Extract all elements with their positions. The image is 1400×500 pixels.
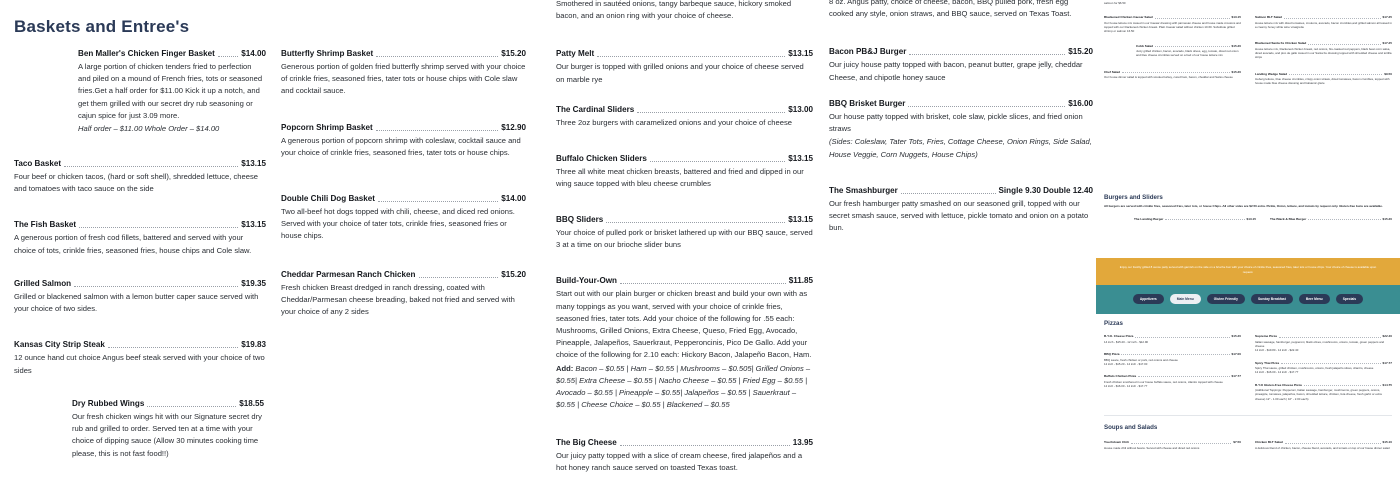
soups-right-column (1255, 440, 1392, 456)
menu-item (829, 98, 1093, 161)
menu-item-price: 13.95 (792, 438, 813, 447)
leader-dots (1135, 337, 1229, 338)
preview-item-header (1104, 70, 1241, 74)
menu-nav (1096, 285, 1400, 304)
menu-item-price: $13.15 (241, 159, 266, 168)
menu-column-c3 (556, 214, 813, 425)
preview-item-name: Blackened Chicken Caesar Salad (1104, 15, 1153, 20)
menu-item-description: A large portion of chicken tenders fried to perfection and piled on a mound of French fries, tots or seasoned fries.Get a half order for $11.00 Kick it up a notch, and get them grilled with our secret dry rub seasoning or cajun spice for just 3.09 more. (78, 62, 263, 120)
menu-item-price: $15.20 (501, 269, 526, 279)
nav-item-appetizers[interactable]: Appetizers (1133, 294, 1164, 304)
menu-column-d (829, 0, 1093, 98)
nav-item-gluten-friendly[interactable]: Gluten Friendly (1207, 294, 1245, 304)
leader-dots (909, 54, 1065, 55)
preview-item-header (1136, 44, 1241, 48)
leader-dots (376, 130, 498, 131)
leader-dots (1165, 219, 1244, 220)
menu-column-c4 (556, 437, 813, 488)
leader-dots (1279, 337, 1381, 338)
leader-dots (74, 286, 238, 287)
burgers-right-column (1270, 217, 1392, 227)
leader-dots (1304, 385, 1381, 386)
menu-item-description: Our fresh chicken wings hit with our Signature secret dry rub and grilled to order. Served ten at a time with your choice of dipping sauce (Allow 30 minutes cooking time please, this is not fast food!!) (72, 412, 262, 458)
addons-label: Add: (556, 363, 574, 373)
menu-item-name: The Fish Basket (14, 220, 77, 230)
leader-dots (908, 106, 1065, 107)
preview-item-header (1255, 440, 1392, 444)
leader-dots (1138, 376, 1229, 377)
menu-column-a (14, 48, 266, 149)
menu-item-description: A generous portion of popcorn shrimp with coleslaw, cocktail sauce and your choice of crinkle fries, seasoned fries, tater tots or house chips. (281, 135, 521, 157)
menu-item (556, 104, 813, 129)
menu-item-price: Single 9.30 Double 12.40 (998, 186, 1093, 195)
preview-item-price: $15.20 (1231, 69, 1241, 74)
menu-item-name: Taco Basket (14, 159, 62, 168)
menu-item (78, 48, 266, 135)
preview-item-name: Cobb Salad (1136, 43, 1154, 48)
menu-item-price: $18.55 (239, 399, 264, 408)
preview-item-description: House lettuce mix with diced tomatoes, croutons, avocado, bacon crumbles,and grilled salmon all tossed in a creamy honey white wine vinaigrette (1255, 20, 1392, 29)
menu-item-name: Butterfly Shrimp Basket (281, 49, 374, 58)
preview-menu-item (1136, 44, 1241, 58)
leader-dots (1155, 18, 1230, 19)
menu-item-header (281, 122, 526, 133)
leader-dots (597, 56, 785, 57)
menu-item-header (829, 185, 1093, 196)
preview-menu-item (1104, 440, 1241, 450)
menu-item-name: The Smashburger (829, 186, 898, 195)
preview-pizzas-section (1104, 322, 1392, 456)
menu-item-price: $15.20 (501, 49, 526, 58)
menu-item-price: $13.15 (788, 49, 813, 59)
pizzas-right-column (1255, 334, 1392, 407)
preview-item-description: Juicy grilled chicken, bacon, avocado, black olives, egg, tomato, diced red onion and bleu cheese crumbles served on a bed of our house lettuce mix (1136, 49, 1239, 58)
leader-dots (218, 56, 238, 57)
menu-item-header (556, 275, 813, 286)
menu-item-name: Ben Maller's Chicken Finger Basket (78, 49, 215, 58)
preview-menu-item (1255, 41, 1392, 59)
menu-item (281, 193, 526, 243)
preview-item-sizes: 12 inch - $16.00 - 14 inch - $17.77 (1255, 370, 1299, 375)
menu-item-header (556, 437, 813, 448)
preview-menu-item (1255, 440, 1392, 450)
preview-item-description: Italian sausage, hamburger, pepperoni, black olives, mushrooms, onions, tomato, green peppers and cheese (1255, 339, 1385, 349)
leader-dots (1122, 72, 1230, 73)
menu-item-price: $14.00 (501, 194, 526, 203)
menu-item-price: $11.85 (788, 276, 813, 286)
soups-section-title: Soups and Salads (1104, 424, 1158, 431)
burger-description-band: Enjoy our freshly grilled 8 ounce patty served with garnish on the side on a brioche bun with your choice of crinkle fries, seasoned fries, tater tots or house chips. Your choice of cheese is available upon request. (1119, 265, 1377, 274)
leader-dots (1281, 363, 1380, 364)
preview-item-header (1255, 15, 1392, 19)
leader-dots (1121, 354, 1229, 355)
preview-item-header (1270, 217, 1392, 221)
menu-item (14, 219, 266, 256)
preview-item-price: $7.50 (1233, 440, 1241, 445)
menu-item-description: Fresh chicken Breast dredged in ranch dressing, coated with Cheddar/Parmesan cheese breading, baked not fried and served with your choice of any 2 sides (281, 282, 515, 317)
leader-dots (606, 222, 785, 223)
preview-item-name: The Black & Blue Burger (1270, 217, 1307, 221)
preview-burgers-section (1104, 196, 1392, 227)
menu-item-description: 12 ounce hand cut choice Angus beef steak served with your choice of two sides (14, 353, 265, 375)
leader-dots (108, 347, 238, 348)
preview-menu-item (1255, 361, 1392, 375)
nav-item-specials[interactable]: Specials (1336, 294, 1363, 304)
menu-item-header (14, 219, 266, 230)
preview-item-name: BBQ Pizza (1104, 352, 1120, 357)
preview-item-price: $15.20 (1382, 217, 1392, 221)
soups-columns (1104, 440, 1392, 456)
menu-item (556, 153, 813, 190)
menu-item (14, 158, 266, 195)
preview-item-description: (Additional Toppings: Pepperoni, Italian sausage, hamburger, mushrooms, green peppers, onions, pineapple, tomatoes, jalapeños, bacon, shredded lettuce, chicken, feta cheese, fresh garlic or extra cheese) 12" - 1.00 each | 10" - 2.00 each) (1255, 388, 1382, 401)
preview-item-price: $17.77 (1231, 374, 1241, 379)
menu-item (829, 46, 1093, 83)
highlight-band (1096, 258, 1400, 285)
menu-item-header (14, 278, 266, 289)
menu-item-addons (556, 363, 813, 412)
preview-item-header (1134, 217, 1256, 221)
preview-item-description: Fresh chicken smothered in our house buffalo sauce, red onions, cilantro topped with cheese (1104, 379, 1223, 384)
burgers-columns (1104, 217, 1392, 227)
preview-item-name: Spicy Thai Pizza (1255, 360, 1280, 365)
menu-item-description: Three all white meat chicken breasts, battered and fried and dipped in our wing sauce topped with bleu cheese crumbles (556, 167, 804, 189)
menu-item-name: Cheddar Parmesan Ranch Chicken (281, 269, 416, 279)
preview-salads-section (1104, 0, 1392, 92)
menu-item (556, 0, 813, 22)
preview-item-price: $15.20 (1231, 43, 1241, 48)
menu-item-name: Build-Your-Own (556, 276, 617, 286)
menu-item-name: Bacon PB&J Burger (829, 47, 907, 57)
burgers-section-lede: All burgers are served with crinkle fries, seasoned fries, tater tots, or house Chips. All other sides are $2.50 extra. Pickle, Onion, lettuce, and tomato by request only. Gluten-free buns are available. (1104, 204, 1383, 209)
menu-item-description: Our juicy patty topped with a slice of cream cheese, fired jalapeños and a hot honey ranch sauce served on toasted Texas toast. (556, 451, 803, 473)
preview-item-sizes: 12 inch - $16.00 - 14 inch - $17.77 (1104, 383, 1148, 388)
menu-item-sides-note: (Sides: Coleslaw, Tater Tots, Fries, Cottage Cheese, Onion Rings, Side Salad, House Veggie, Corn Nuggets, House Chips) (829, 137, 1092, 159)
menu-item (556, 214, 813, 251)
leader-dots (1285, 443, 1381, 444)
menu-item-description: Two all-beef hot dogs topped with chili, cheese, and diced red onions. Served with your choice of tater tots, crinkle fries, seasoned fries or house chips. (281, 207, 515, 241)
preview-menu-item (1104, 70, 1241, 80)
leader-dots (147, 406, 236, 407)
preview-item-name: Blackened Santa Fe Chicken Salad (1255, 41, 1307, 46)
preview-menu-item (1104, 15, 1241, 33)
menu-item-price: $12.90 (501, 122, 526, 132)
preview-item-header (1255, 41, 1392, 45)
leader-dots (1289, 74, 1382, 75)
preview-menu-item (1255, 383, 1392, 401)
preview-item-price: $22.40 (1382, 334, 1392, 339)
leader-dots (378, 201, 498, 202)
menu-item-description: Three 2oz burgers with caramelized onions and your choice of cheese (556, 118, 792, 127)
preview-item-header (1104, 352, 1241, 356)
leader-dots (1308, 44, 1380, 45)
page-preview-panel (1096, 0, 1400, 500)
preview-item-name: Buffalo Chicken Pizza (1104, 374, 1137, 379)
menu-item-name: Buffalo Chicken Sliders (556, 154, 647, 164)
salads-right-column (1255, 15, 1392, 91)
menu-item (14, 278, 266, 315)
leader-dots (419, 277, 499, 278)
menu-item (281, 48, 526, 98)
menu-item-name: Grilled Salmon (14, 279, 72, 288)
preview-item-sizes: 12 inch - $15.20 - 14 inch - $17.00 (1104, 361, 1148, 366)
menu-item (556, 48, 813, 85)
nav-item-beer-menu[interactable]: Beer Menu (1299, 294, 1330, 304)
menu-item-description: Smothered in sautéed onions, tangy barbeque sauce, hickory smoked bacon, and an onion ring with your choice of cheese. (556, 0, 792, 21)
menu-item-description: Our burger is topped with grilled onions and your choice of cheese served on marble rye (556, 62, 804, 84)
preview-item-sizes: 12 inch - $19.80 - 14 inch - $22.40 (1255, 348, 1299, 353)
menu-item-description: Four beef or chicken tacos, (hard or soft shell), shredded lettuce, cheese and tomatoes with taco sauce on the side (14, 172, 258, 194)
leader-dots (620, 283, 786, 284)
preview-item-price: $15.10 (1382, 440, 1392, 445)
preview-item-price: $13.15 (1231, 15, 1241, 20)
preview-item-description: A delicious blend of chicken, bacon, cheese blend, avocado, and tomato on top of our house dinner salad (1255, 445, 1390, 450)
preview-item-price: $17.25 (1382, 15, 1392, 20)
menu-item-price: $15.20 (1068, 47, 1093, 57)
soups-left-column (1104, 440, 1241, 456)
leader-dots (650, 161, 785, 162)
menu-item-name: Double Chili Dog Basket (281, 194, 375, 203)
menu-item-name: Popcorn Shrimp Basket (281, 122, 373, 132)
menu-item-name: Kansas City Strip Steak (14, 340, 105, 350)
menu-item-description: Your choice of pulled pork or brisket lathered up with our BBQ sauce, served 3 at a time on our brioche slider buns (556, 228, 813, 250)
nav-item-sunday-breakfast[interactable]: Sunday Breakfast (1251, 294, 1293, 304)
addons-text: Bacon – $0.55 | Ham – $0.55 | Mushrooms – $0.505| Grilled Onions – $0.55| Extra Cheese – $0.55 | Nacho Cheese – $0.55 | Fried Egg – $0.55 | Avocado – $0.55 | Pineapple – $0.55| Jalapeños – $0.55 | Sauerkraut – $0.55 | Cheese Choice – $0.55 | Blackened – $0.55 (556, 363, 811, 410)
leader-dots (79, 227, 238, 228)
preview-menu-item (1255, 15, 1392, 29)
preview-menu-item (1104, 334, 1241, 344)
menu-item-price: $13.15 (241, 220, 266, 230)
page-title: Baskets and Entree's (14, 17, 190, 37)
menu-column-b (281, 48, 526, 173)
pizzas-left-column (1104, 334, 1241, 407)
preview-item-name: Touchdown Chili (1104, 440, 1129, 445)
menu-item-description: Our fresh hamburger patty smashed on our seasoned grill, topped with our secret smash sauce, served with lettuce, pickle tomato and onion on a potato bun. (829, 199, 1089, 233)
menu-column-a2 (14, 158, 266, 271)
preview-item-price: $17.77 (1382, 360, 1392, 365)
preview-menu-item (1270, 217, 1392, 221)
pizzas-columns (1104, 334, 1392, 407)
menu-item-header (829, 46, 1093, 57)
menu-item-description: Generous portion of golden fried butterfly shrimp served with your choice of crinkle fries, seasoned fries, tater tots or house chips with Cole slaw and cocktail sauce. (281, 62, 526, 96)
menu-item-header (72, 398, 264, 409)
menu-item-name: BBQ Sliders (556, 215, 604, 224)
preview-item-name: Supreme Pizza (1255, 334, 1277, 339)
preview-item-description: Spicy Thai sauce, grilled chicken, mushrooms, onions, fresh jalapeño slices, cilantro, cheese (1255, 366, 1374, 371)
menu-item (829, 185, 1093, 235)
preview-item-header (1255, 383, 1392, 387)
section-divider (1104, 415, 1392, 416)
menu-item-name: Patty Melt (556, 49, 595, 59)
preview-item-header (1255, 72, 1392, 76)
preview-item-price: $17.25 (1382, 41, 1392, 46)
preview-item-header (1104, 15, 1241, 19)
preview-item-description: House lettuce mix, blackened chicken breast, red onions, fire-roasted red peppers, black bean corn salsa, diced avocado, and pico de gallo tossed in our Santa Fe dressing topped with shredded cheese and tortilla strips (1255, 46, 1392, 60)
menu-item-price: $19.83 (241, 340, 266, 350)
menu-column-c2 (556, 104, 813, 205)
pizzas-section-title: Pizzas (1104, 320, 1123, 327)
menu-item-header (556, 153, 813, 164)
menu-column-c (556, 0, 813, 100)
preview-item-description: Iceberg lettuce, blue cheese crumbles, crispy onion straws, diced tomatoes, bacon crumbles, topped with house made blue cheese dressing and balsamic glaze (1255, 77, 1390, 86)
preview-item-name: Chef Salad (1104, 69, 1120, 74)
leader-dots (1131, 443, 1232, 444)
preview-item-price: $17.00 (1231, 352, 1241, 357)
menu-item (72, 398, 264, 460)
preview-item-price: $13.15 (1246, 217, 1256, 221)
menu-item-description: 8 oz. Angus patty, choice of cheese, bacon, BBQ pulled pork, fresh egg cooked any style, onion straws, and BBQ sauce, served on Texas Toast. (829, 0, 1072, 19)
preview-item-name: The Landing Burger (1134, 217, 1164, 221)
menu-column-b2 (281, 193, 526, 332)
preview-item-header (1104, 440, 1241, 444)
menu-column-a3 (14, 278, 266, 391)
preview-item-name: Chicken BLT Salad (1255, 440, 1283, 445)
menu-item (281, 269, 526, 319)
preview-menu-item (1104, 374, 1241, 388)
preview-item-name: B.Y.O. Cheese Pizza (1104, 334, 1134, 339)
menu-column-d3 (829, 185, 1093, 249)
preview-item-header (1104, 374, 1241, 378)
menu-item-description: Grilled or blackened salmon with a lemon butter caper sauce served with your choice of two sides. (14, 292, 259, 314)
menu-item (829, 0, 1093, 20)
leader-dots (1308, 219, 1380, 220)
menu-item-description: Start out with our plain burger or chicken breast and build your own with as many toppings as you want, served with your choice of crinkle fries, seasoned fries, tater tots. Add your choice of the following for .55 each: Mushrooms, Grilled Onions, Extra Cheese, Queso, Fried Egg, Avocado, Pineapple, Jalapeños, Sauerkraut, Pepperoncinis, Pico De Gallo. Add your choice of the following for 2.10 each: Hickory Bacon, Jalapeño Bacon, Ham. (556, 289, 812, 360)
preview-item-name: Landing Wedge Salad (1255, 71, 1288, 76)
preview-item-description: House made chili without beans. Served with cheese and diced red onions (1104, 445, 1200, 450)
menu-item (281, 122, 526, 159)
menu-column-a4 (72, 398, 264, 474)
menu-item-header (281, 269, 526, 280)
nav-item-main-menu[interactable]: Main Menu (1170, 294, 1201, 304)
menu-item-note: Half order – $11.00 Whole Order – $14.00 (78, 124, 220, 134)
preview-menu-item (1255, 72, 1392, 86)
preview-item-name: Salmon BLT Salad (1255, 15, 1282, 20)
leader-dots (376, 56, 498, 57)
menu-item-header (829, 98, 1093, 109)
preview-item-name: B.Y.O Gluten-Free Cheese Pizza (1255, 382, 1302, 387)
leader-dots (901, 193, 996, 194)
salads-top-fragment: salmon for $6.50 (1104, 1, 1126, 5)
menu-item-name: Dry Rubbed Wings (72, 399, 145, 408)
menu-item-price: $13.00 (788, 105, 813, 114)
menu-item-description: A generous portion of fresh cod fillets, battered and served with your choice of tots, crinkle fries, seasoned fries, house chips and Cole slaw. (14, 233, 252, 255)
menu-item-description: Our juicy house patty topped with bacon, peanut butter, grape jelly, cheddar Cheese, and chipotle honey sauce (829, 60, 1083, 82)
menu-item-header (556, 104, 813, 115)
nav-band (1096, 285, 1400, 314)
menu-item-description: Our house patty topped with brisket, cole slaw, pickle slices, and fried onion straws (829, 112, 1083, 134)
menu-column-d2 (829, 98, 1093, 175)
menu-item-name: BBQ Brisket Burger (829, 99, 906, 108)
salads-columns (1104, 15, 1392, 91)
menu-item-header (281, 48, 526, 59)
menu-item-price: $16.00 (1068, 99, 1093, 108)
preview-item-description: Our house dinner salad is topped with smoked turkey, cured ham, bacon, cheddar and Swiss cheese (1104, 75, 1233, 79)
menu-item-price: $14.00 (241, 49, 266, 58)
menu-item-header (556, 48, 813, 59)
preview-item-description: BBQ sauce, fresh chicken or pork, red onions and cheese (1104, 357, 1178, 362)
preview-item-header (1104, 334, 1241, 338)
menu-item-price: $19.35 (241, 279, 266, 288)
menu-item-header (14, 158, 266, 169)
menu-item (556, 437, 813, 474)
preview-item-price: $9.50 (1384, 71, 1392, 76)
menu-item-name: The Big Cheese (556, 438, 617, 447)
preview-menu-item (1104, 352, 1241, 366)
menu-item-header (281, 193, 526, 204)
leader-dots (1284, 18, 1381, 19)
menu-item-header (556, 214, 813, 225)
preview-item-header (1255, 334, 1392, 338)
menu-item-header (14, 339, 266, 350)
menu-item (14, 339, 266, 376)
leader-dots (637, 112, 785, 113)
burgers-left-column (1134, 217, 1256, 227)
burgers-section-title: Burgers and Sliders (1104, 194, 1163, 201)
preview-item-description: 14 inch - $15.20 - 12 inch - $12.90 (1104, 339, 1149, 344)
leader-dots (620, 445, 790, 446)
leader-dots (64, 166, 238, 167)
preview-item-price: $15.20 (1231, 334, 1241, 339)
salads-left-column (1104, 15, 1241, 91)
preview-item-price: $14.75 (1382, 382, 1392, 387)
preview-menu-item (1255, 334, 1392, 352)
preview-item-description: Our house lettuce mix tossed in our Caesar dressing with parmesan cheese and house made croutons and topped with our blackened chicken breast. Plain Caesar salad without chicken 10.60. Substitute grilled shrimp or salmon 16.50 (1104, 20, 1241, 34)
menu-item-price: $13.15 (788, 215, 813, 224)
leader-dots (1155, 46, 1230, 47)
preview-menu-item (1134, 217, 1256, 221)
preview-item-header (1255, 361, 1392, 365)
menu-item (556, 275, 813, 411)
menu-item-name: The Cardinal Sliders (556, 105, 635, 114)
menu-item-price: $13.15 (788, 154, 813, 164)
menu-item-header (78, 48, 266, 59)
